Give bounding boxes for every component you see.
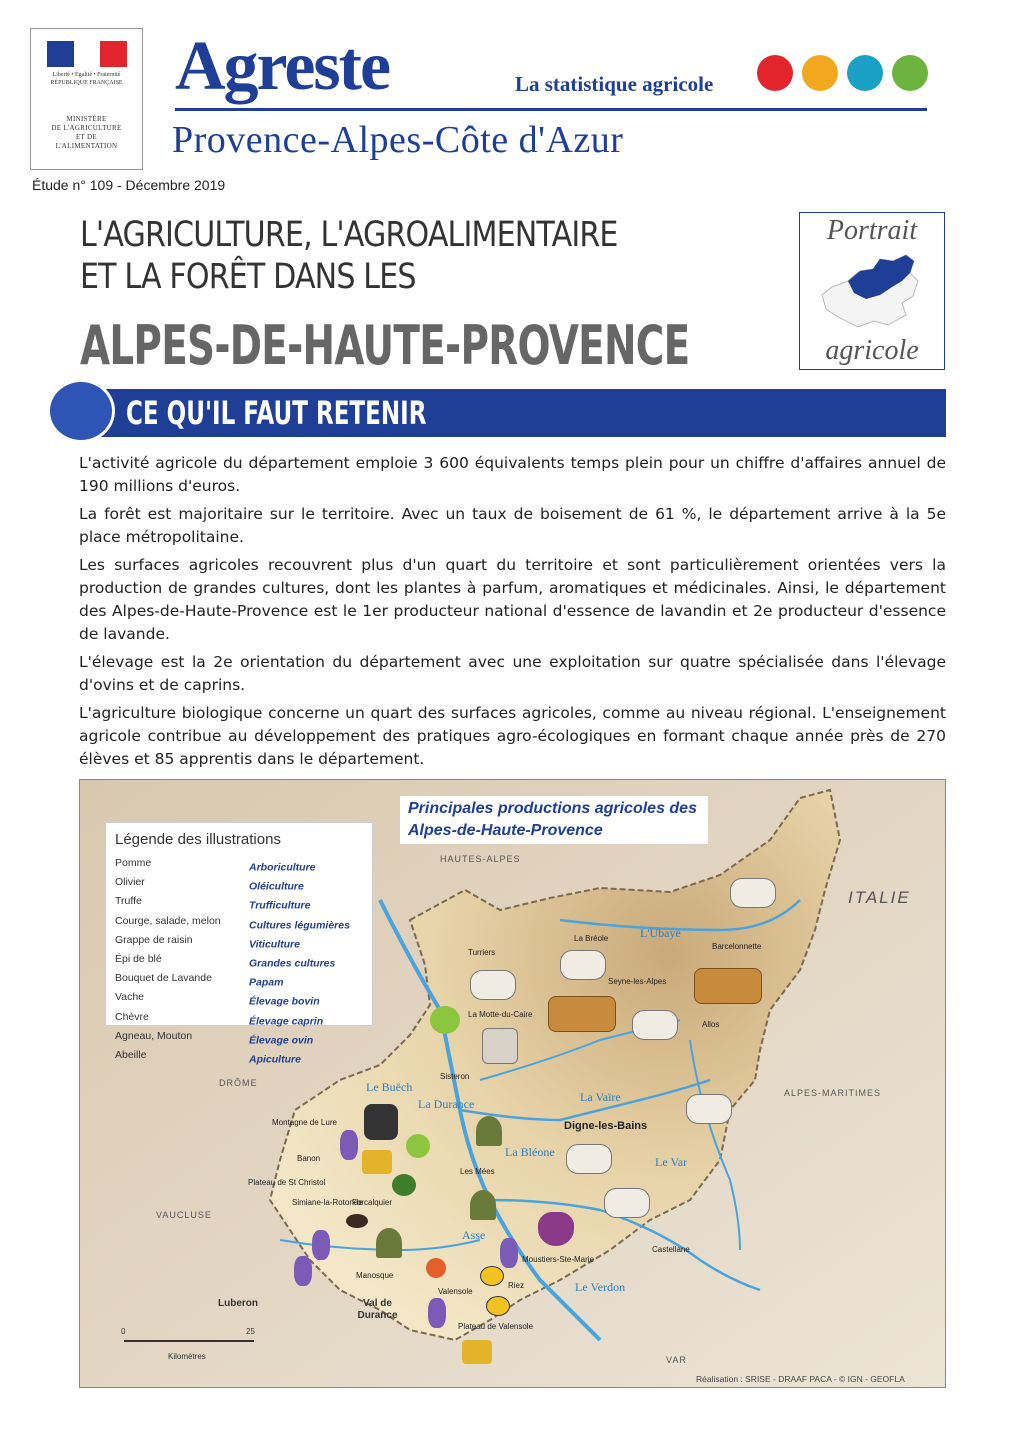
city-simiane: Simiane-la-Rotonde — [292, 1198, 363, 1207]
zone-val-durance: Val de Durance — [357, 1298, 398, 1321]
orange-dot-icon — [802, 55, 838, 91]
legend-row — [115, 933, 363, 952]
legend-activity: Élevage ovin — [249, 1034, 314, 1047]
goat-icon — [364, 1104, 398, 1140]
sheep-icon — [566, 1144, 612, 1174]
sheep-icon — [632, 1010, 678, 1040]
neighbor-alpes-maritimes: ALPES-MARITIMES — [784, 1088, 882, 1098]
legend-row — [115, 952, 363, 971]
bee-icon — [486, 1296, 510, 1316]
neighbor-vaucluse: VAUCLUSE — [156, 1210, 212, 1220]
sheep-icon — [560, 950, 606, 980]
neighbor-hautes-alpes: HAUTES-ALPES — [440, 854, 521, 864]
region-map-icon — [818, 251, 928, 333]
scale-zero: 0 — [121, 1327, 126, 1336]
legend-row — [115, 894, 363, 913]
key-points — [79, 452, 946, 776]
legend-row — [115, 856, 363, 875]
cow-icon — [694, 968, 762, 1004]
legend-activity: Viticulture — [249, 938, 300, 951]
legend-item: Vache — [115, 991, 144, 1004]
city-valensole: Valensole — [438, 1287, 473, 1296]
legend-activity: Élevage bovin — [249, 995, 320, 1008]
zone-luberon: Luberon — [218, 1298, 258, 1309]
city-la-motte: La Motte-du-Caire — [468, 1010, 533, 1019]
french-flag-icon — [47, 41, 127, 67]
legend-row — [115, 875, 363, 894]
city-barcelonnette: Barcelonnette — [712, 942, 762, 951]
olive-tree-icon — [476, 1116, 502, 1146]
area-plateau-valensole: Plateau de Valensole — [458, 1322, 534, 1331]
brand-name: Agreste — [175, 28, 390, 105]
title-line-2: ET LA FORÊT DANS LES — [80, 257, 416, 297]
legend-row — [115, 1048, 363, 1067]
banner-circle-icon — [47, 379, 115, 443]
legend-item: Courge, salade, melon — [115, 914, 221, 927]
city-forcalquier: Forcalquier — [352, 1198, 393, 1207]
neighbor-italie: ITALIE — [848, 888, 911, 907]
legend-activity: Trufficulture — [249, 899, 311, 912]
river-var: Le Var — [655, 1155, 688, 1169]
city-seyne: Seyne-les-Alpes — [608, 977, 667, 986]
legend-item: Bouquet de Lavande — [115, 972, 212, 985]
map-title: Principales productions agricoles des Alpes-de-Haute-Provence — [400, 796, 708, 844]
river-verdon: Le Verdon — [575, 1280, 626, 1294]
city-banon: Banon — [297, 1154, 321, 1163]
river-vaire: La Vaïre — [580, 1090, 621, 1104]
city-les-mees: Les Mées — [460, 1167, 495, 1176]
scale-max: 25 — [246, 1327, 255, 1336]
neighbor-var: VAR — [666, 1355, 687, 1365]
sheep-icon — [730, 878, 776, 908]
title-line-1: L'AGRICULTURE, L'AGROALIMENTAIRE — [80, 215, 618, 255]
legend-row — [115, 990, 363, 1009]
river-durance: La Durance — [418, 1097, 475, 1111]
river-ubaye: L'Ubaye — [640, 926, 681, 940]
lavender-icon — [312, 1230, 330, 1260]
wheat-icon — [462, 1340, 492, 1364]
city-sisteron: Sisteron — [440, 1072, 470, 1081]
blue-dot-icon — [847, 55, 883, 91]
city-riez: Riez — [508, 1281, 525, 1290]
olive-tree-icon — [470, 1190, 496, 1220]
cow-icon — [548, 996, 616, 1032]
legend-item: Épi de blé — [115, 952, 162, 965]
lavender-icon — [500, 1238, 518, 1268]
paragraph: Les surfaces agricoles recouvrent plus d'un quart du territoire et sont particulièrement orientées vers la production de grandes cultures, dont les plantes à parfum, aromatiques et médicinales. Ainsi, le département des Alpes-de-Haute-Provence est le 1er producteur national d'essence de lavandin et 2e producteur d'essence de lavande. — [79, 556, 946, 643]
study-reference: Étude n° 109 - Décembre 2019 — [32, 177, 226, 193]
portrait-label-bottom: agricole — [825, 335, 919, 366]
legend-activity: Cultures légumières — [249, 919, 350, 932]
grapes-icon — [538, 1212, 574, 1246]
city-castellane: Castellane — [652, 1245, 690, 1254]
river-buech: Le Buëch — [366, 1080, 413, 1094]
legend-item: Truffe — [115, 895, 142, 908]
melon-icon — [392, 1174, 416, 1196]
city-digne: Digne-les-Bains — [564, 1120, 648, 1132]
header-divider — [175, 108, 927, 111]
legend-row — [115, 914, 363, 933]
river-asse: Asse — [462, 1228, 486, 1242]
sheep-icon — [470, 970, 516, 1000]
legend-activity: Grandes cultures — [249, 957, 336, 970]
lavender-icon — [428, 1298, 446, 1328]
legend-activity: Élevage caprin — [249, 1015, 324, 1028]
area-montagne-lure: Montagne de Lure — [272, 1118, 337, 1127]
map-scale-bar — [124, 1340, 254, 1342]
wheat-icon — [362, 1150, 392, 1174]
legend-activity: Oléiculture — [249, 880, 304, 893]
olive-tree-icon — [376, 1228, 402, 1258]
apple-icon — [406, 1134, 430, 1158]
portrait-badge — [799, 212, 945, 370]
city-manosque: Manosque — [356, 1271, 394, 1280]
paragraph: L'agriculture biologique concerne un quart des surfaces agricoles, comme au niveau régional. L'enseignement agricole contribue au développement des pratiques agro-écologiques en formant chaque année près de 270 élèves et 85 apprentis dans le département. — [79, 704, 946, 768]
section-title: CE QU'IL FAUT RETENIR — [126, 394, 427, 432]
bee-icon — [480, 1266, 504, 1286]
government-logo — [30, 28, 143, 170]
sheep-icon — [604, 1188, 650, 1218]
legend-title: Légende des illustrations — [115, 831, 281, 848]
map-legend — [105, 822, 373, 1066]
truffle-icon — [346, 1214, 368, 1228]
legend-activity: Papam — [249, 976, 284, 989]
area-plateau-albion: Plateau de St Christol — [248, 1178, 326, 1187]
lavender-icon — [340, 1130, 358, 1160]
sheep-icon — [686, 1094, 732, 1124]
scale-unit: Kilomètres — [168, 1352, 206, 1361]
green-dot-icon — [892, 55, 928, 91]
region-name: Provence-Alpes-Côte d'Azur — [172, 119, 624, 161]
goat-icon — [482, 1028, 518, 1064]
legend-row — [115, 1029, 363, 1048]
paragraph: L'activité agricole du département emploie 3 600 équivalents temps plein pour un chiffre d'affaires annuel de 190 millions d'euros. — [79, 454, 946, 495]
apple-icon — [430, 1006, 460, 1034]
paragraph: La forêt est majoritaire sur le territoire. Avec un taux de boisement de 61 %, le département arrive à la 5e place métropolitaine. — [79, 505, 946, 546]
legend-activity: Arboriculture — [249, 861, 316, 874]
legend-row — [115, 1010, 363, 1029]
brand-subtitle: La statistique agricole — [515, 72, 714, 96]
red-dot-icon — [757, 55, 793, 91]
portrait-label-top: Portrait — [826, 215, 918, 246]
legend-item: Abeille — [115, 1048, 147, 1061]
legend-item: Agneau, Mouton — [115, 1029, 193, 1042]
city-allos: Allos — [702, 1020, 720, 1029]
map-credit: Réalisation : SRISE - DRAAF PACA - © IGN - GEOFLA — [696, 1374, 905, 1384]
legend-item: Pomme — [115, 857, 152, 869]
title-department: ALPES-DE-HAUTE-PROVENCE — [80, 314, 690, 377]
republic-motto: Liberté • Égalité • Fraternité RÉPUBLIQUE FRANÇAISE — [50, 72, 123, 86]
neighbor-drome: DRÔME — [219, 1078, 258, 1088]
city-moustiers: Moustiers-Ste-Marie — [522, 1255, 595, 1264]
river-bleone: La Bléone — [505, 1145, 555, 1159]
city-turriers: Turriers — [468, 948, 496, 957]
ministry-name: MINISTÈRE DE L'AGRICULTURE ET DE L'ALIMENTATION — [51, 115, 122, 150]
paragraph: L'élevage est la 2e orientation du département avec une exploitation sur quatre spécialisée dans l'élevage d'ovins et de caprins. — [79, 653, 946, 694]
pumpkin-icon — [426, 1258, 446, 1278]
legend-row — [115, 971, 363, 990]
legend-item: Olivier — [115, 876, 145, 889]
legend-activity: Apiculture — [249, 1053, 301, 1066]
lavender-icon — [294, 1256, 312, 1286]
legend-item: Grappe de raisin — [115, 933, 193, 946]
city-la-breole: La Bréole — [574, 934, 609, 943]
legend-item: Chèvre — [115, 1010, 149, 1023]
